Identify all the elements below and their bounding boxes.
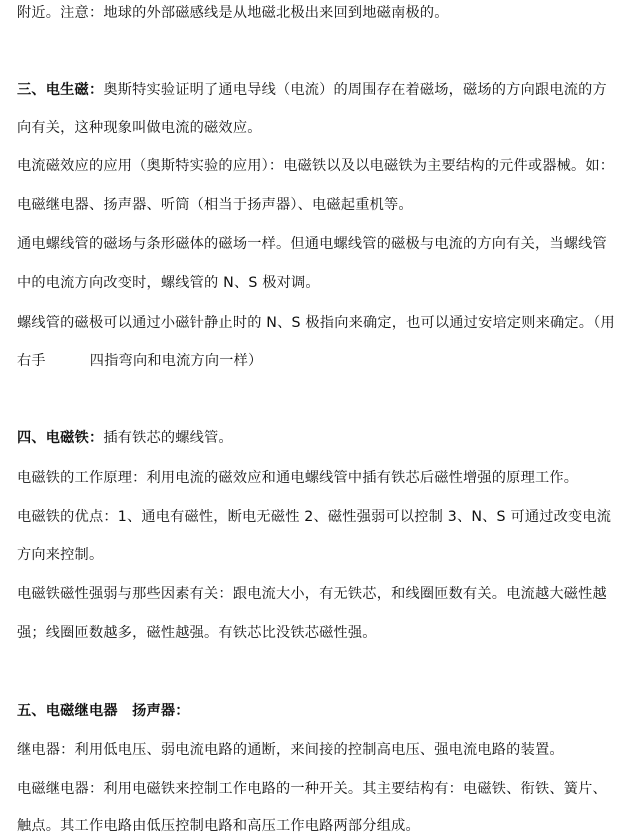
section-3-line-6: 中的电流方向改变时，螺线管的 N、S 极对调。 — [17, 275, 320, 291]
section-3-line-2: 向有关，这种现象叫做电流的磁效应。 — [17, 120, 262, 136]
section-3-line-8b: 四指弯向和电流方向一样） — [89, 353, 263, 369]
section-4-heading: 四、电磁铁： — [17, 430, 104, 446]
section-4-line-4: 方向来控制。 — [17, 547, 104, 563]
section-4-line-5: 电磁铁磁性强弱与那些因素有关：跟电流大小，有无铁芯，和线圈匝数有关。电流越大磁性越 — [17, 586, 607, 602]
section-3-line-8 — [17, 351, 637, 371]
section-3-line-1-text: 奥斯特实验证明了通电导线（电流）的周围存在着磁场，磁场的方向跟电流的方 — [103, 82, 607, 98]
section-5-line-3: 触点。其工作电路由低压控制电路和高压工作电路两部分组成。 — [17, 818, 420, 834]
section-5-line-1: 继电器：利用低电压、弱电流电路的通断，来间接的控制高电压、强电流电路的装置。 — [17, 742, 564, 758]
section-3-line-7: 螺线管的磁极可以通过小磁针静止时的 N、S 极指向来确定，也可以通过安培定则来确定。（用 — [17, 315, 615, 331]
section-3-line-8a: 右手 — [17, 353, 46, 369]
section-5-line-2: 电磁继电器：利用电磁铁来控制工作电路的一种开关。其主要结构有：电磁铁、衔铁、簧片、 — [17, 781, 607, 797]
section-4-line-3: 电磁铁的优点：1、通电有磁性，断电无磁性 2、磁性强弱可以控制 3、N、S 可通过改变电流 — [17, 509, 612, 525]
section-4-line-2: 电磁铁的工作原理：利用电流的磁效应和通电螺线管中插有铁芯后磁性增强的原理工作。 — [17, 470, 579, 486]
section-3-line-3: 电流磁效应的应用（奥斯特实验的应用）：电磁铁以及以电磁铁为主要结构的元件或器械。如： — [17, 158, 615, 174]
intro-line: 附近。注意：地球的外部磁感线是从地磁北极出来回到地磁南极的。 — [17, 5, 449, 21]
section-4-line-1-text: 插有铁芯的螺线管。 — [103, 430, 233, 446]
section-3-line-5: 通电螺线管的磁场与条形磁体的磁场一样。但通电螺线管的磁极与电流的方向有关，当螺线管 — [17, 236, 607, 252]
section-3-heading: 三、电生磁： — [17, 82, 104, 98]
section-5-heading: 五、电磁继电器 扬声器： — [17, 703, 190, 719]
section-3-line-1 — [17, 80, 637, 100]
section-3-line-4: 电磁继电器、扬声器、听筒（相当于扬声器）、电磁起重机等。 — [17, 197, 413, 213]
section-4-line-6: 强；线圈匝数越多，磁性越强。有铁芯比没铁芯磁性强。 — [17, 625, 377, 641]
section-4-line-1 — [17, 428, 637, 448]
